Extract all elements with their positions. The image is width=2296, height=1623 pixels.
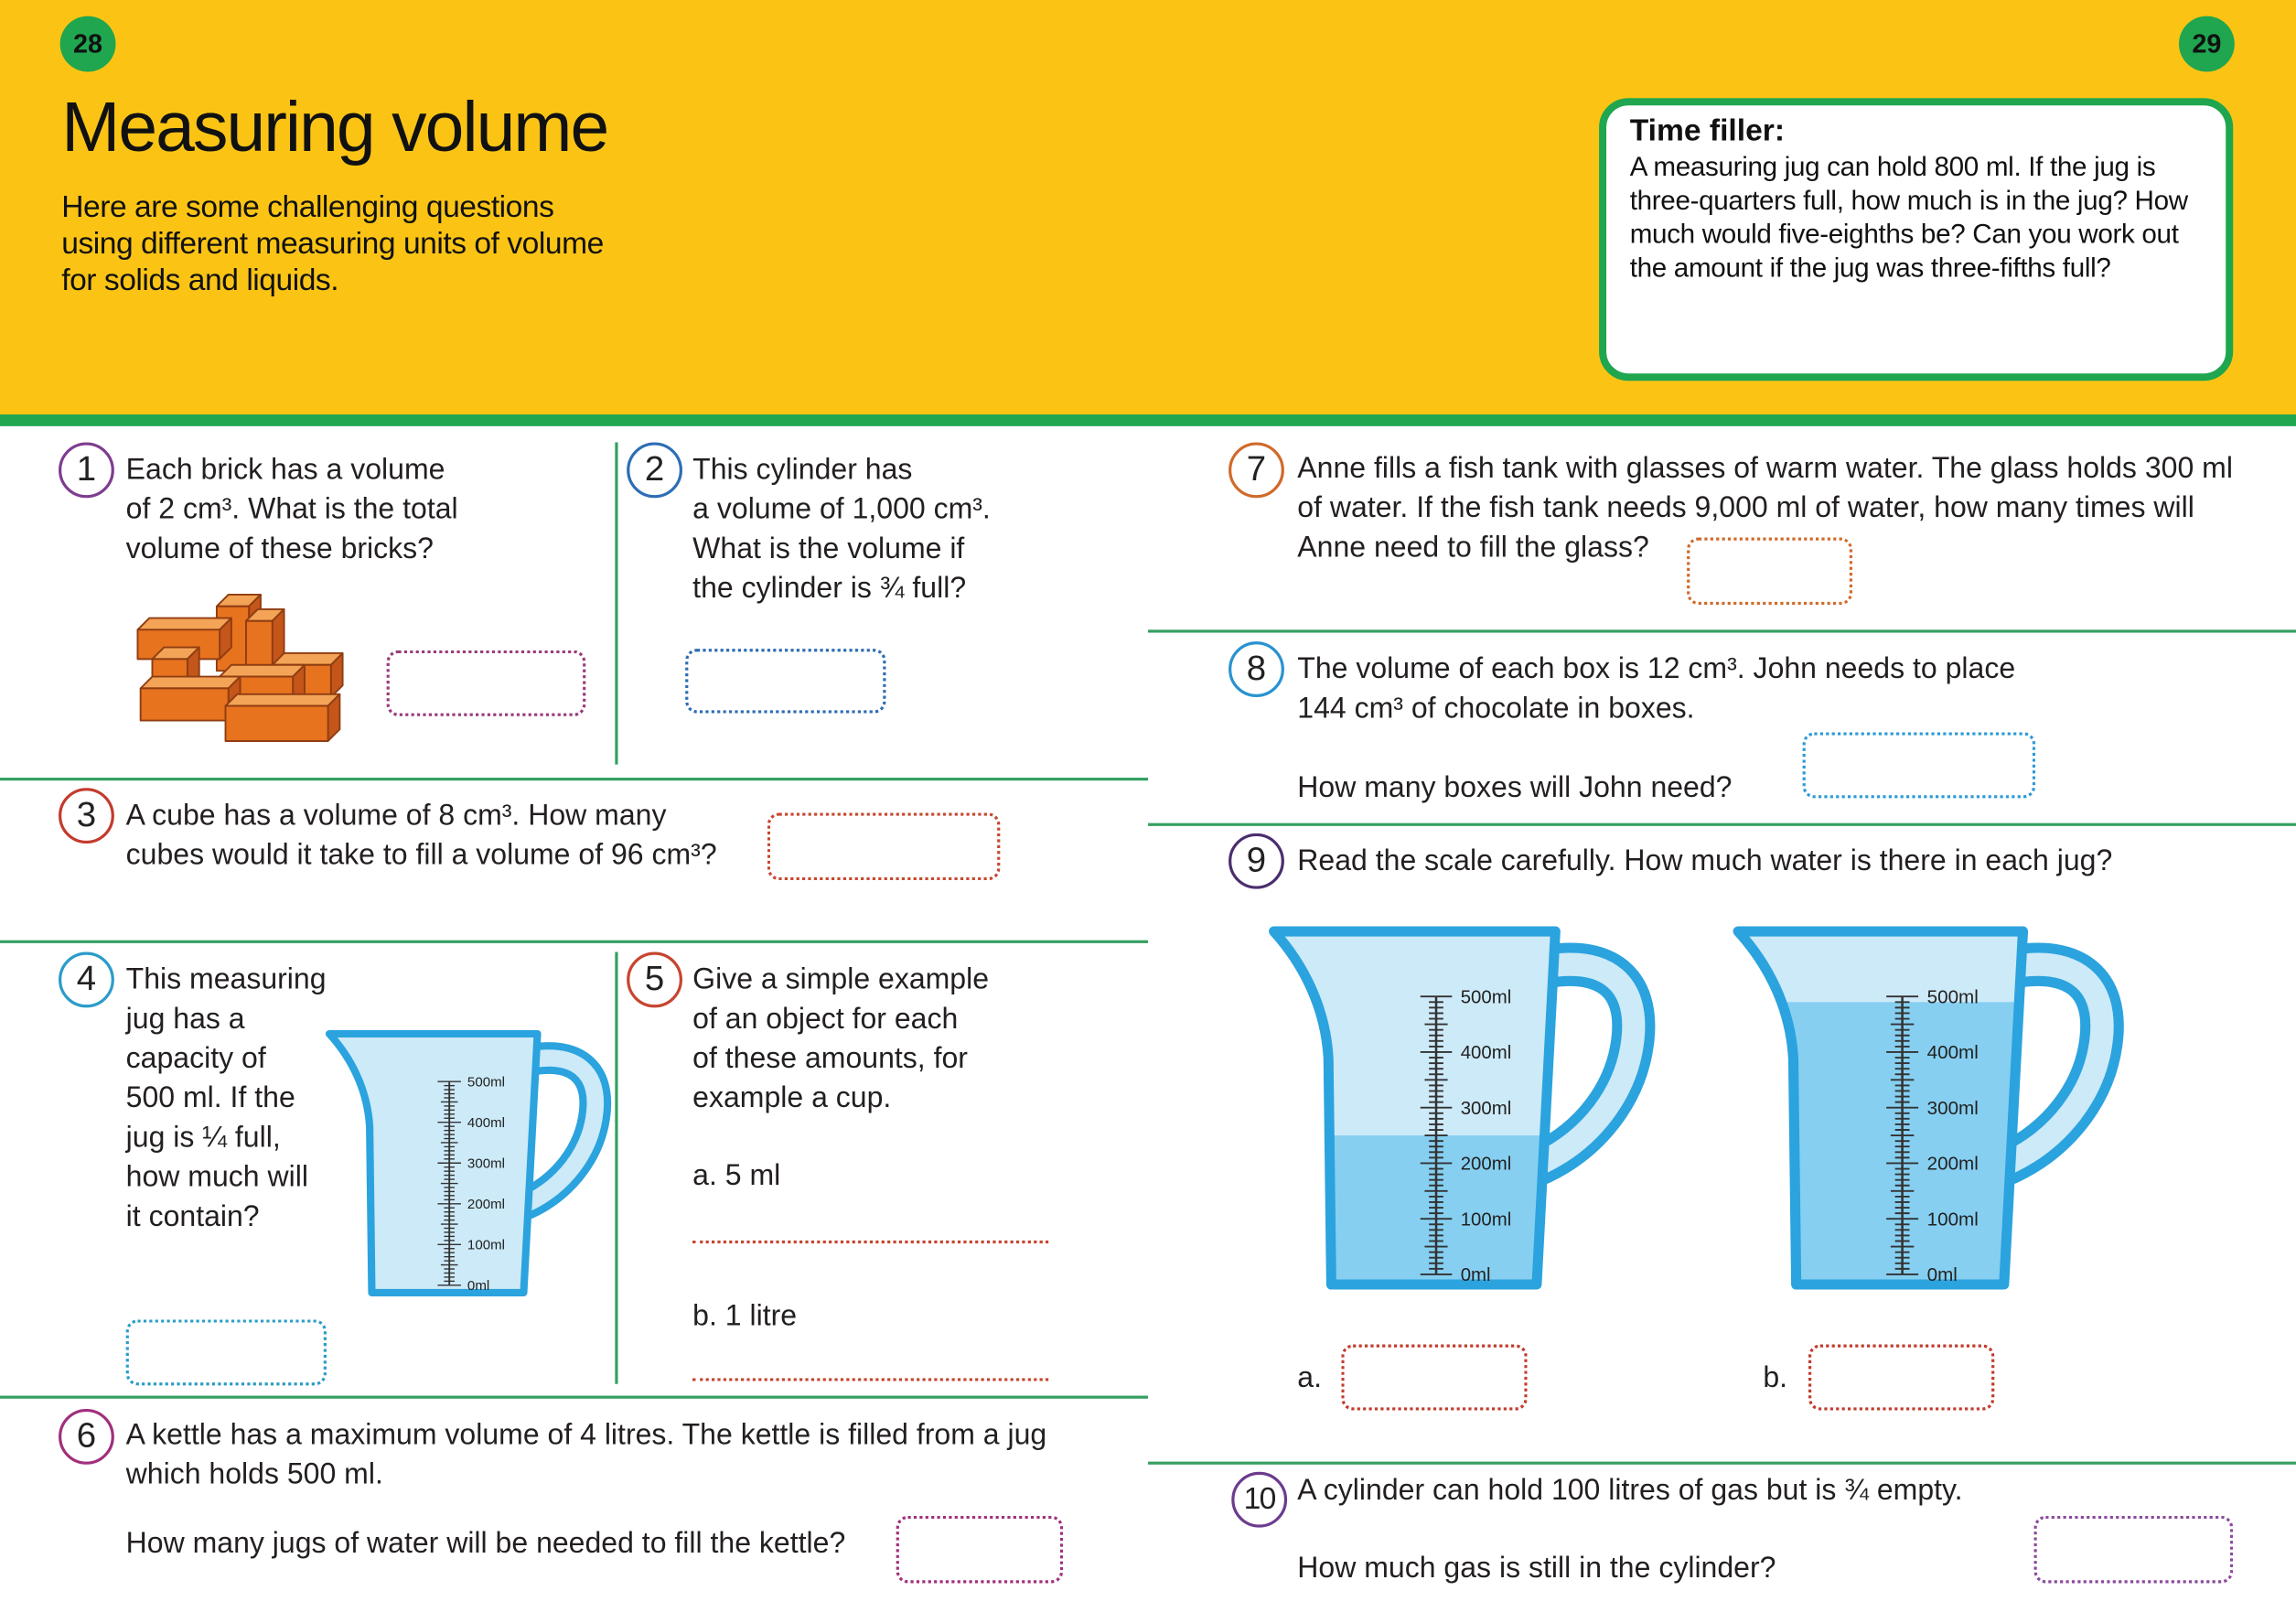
part-label: b. bbox=[692, 1300, 717, 1333]
answer-box-q4[interactable] bbox=[126, 1319, 327, 1385]
question-3-text bbox=[126, 797, 717, 876]
jug-b-label: b. bbox=[1763, 1361, 1788, 1394]
time-filler-text bbox=[1630, 149, 2188, 284]
brick-front bbox=[141, 688, 229, 720]
question-line: which holds 500 ml. bbox=[125, 1458, 383, 1491]
answer-box-q3[interactable] bbox=[767, 812, 1001, 880]
scale-label: 0ml bbox=[1460, 1263, 1491, 1286]
question-line: A cube has a volume of 8 cm³. How many bbox=[125, 800, 667, 833]
question-6-prompt: How many jugs of water will be needed to fill the kettle? bbox=[125, 1527, 846, 1560]
scale-label: 100ml bbox=[1926, 1209, 1979, 1231]
intro-line: Here are some challenging questions bbox=[61, 190, 554, 224]
question-line: This cylinder has bbox=[692, 454, 913, 487]
question-line: of an object for each bbox=[692, 1003, 959, 1036]
divider-horizontal bbox=[0, 1396, 1148, 1399]
answer-box-q9a[interactable] bbox=[1341, 1345, 1527, 1411]
question-number-4: 4 bbox=[59, 952, 114, 1008]
scale-label: 200ml bbox=[1926, 1153, 1979, 1175]
question-line: Anne need to fill the glass? bbox=[1297, 532, 1649, 564]
brick-top bbox=[220, 665, 305, 677]
write-in-line-b[interactable] bbox=[692, 1378, 1048, 1381]
divider-horizontal bbox=[0, 778, 1148, 780]
question-number-3: 3 bbox=[59, 788, 114, 844]
question-line: jug has a bbox=[125, 1003, 245, 1036]
divider-horizontal bbox=[1148, 629, 2296, 632]
answer-box-q2[interactable] bbox=[685, 649, 885, 713]
divider-horizontal bbox=[1148, 823, 2296, 826]
brick-top bbox=[137, 618, 231, 630]
page-number-right: 29 bbox=[2179, 16, 2235, 72]
question-10-prompt: How much gas is still in the cylinder? bbox=[1297, 1552, 1776, 1585]
question-line: example a cup. bbox=[692, 1081, 892, 1115]
part-amount: 1 litre bbox=[724, 1300, 798, 1333]
scale-label: 500ml bbox=[467, 1074, 506, 1091]
question-line: This measuring bbox=[125, 963, 327, 996]
scale-label: 500ml bbox=[1926, 986, 1979, 1008]
time-filler-heading: Time filler: bbox=[1629, 113, 1786, 148]
scale-label: 200ml bbox=[467, 1196, 506, 1212]
question-2-text bbox=[692, 451, 991, 609]
question-number-10: 10 bbox=[1231, 1472, 1287, 1528]
scale-label: 400ml bbox=[1926, 1042, 1979, 1064]
time-filler-line: three-quarters full, how much is in the jug? How bbox=[1629, 184, 2188, 216]
divider-horizontal bbox=[1148, 1462, 2296, 1465]
question-line: What is the volume if bbox=[692, 532, 965, 565]
question-line: Read the scale carefully. How much water is there in each jug? bbox=[1297, 844, 2113, 877]
time-filler-line: the amount if the jug was three-fifths full? bbox=[1629, 252, 2111, 283]
question-8-text bbox=[1297, 650, 2015, 729]
part-label: a. bbox=[692, 1159, 717, 1193]
measuring-jug-b bbox=[1733, 926, 2113, 1294]
question-line: jug is ¼ full, bbox=[125, 1122, 281, 1155]
scale-label: 0ml bbox=[1926, 1264, 1958, 1286]
question-line: A cylinder can hold 100 litres of gas but is ¾ empty. bbox=[1297, 1475, 1963, 1508]
answer-box-q1[interactable] bbox=[387, 650, 586, 716]
question-line: Anne fills a fish tank with glasses of warm water. The glass holds 300 ml bbox=[1297, 452, 2233, 485]
divider-vertical bbox=[615, 952, 617, 1384]
write-in-line-a[interactable] bbox=[692, 1241, 1048, 1243]
question-5-part-a bbox=[692, 1157, 780, 1197]
divider-horizontal bbox=[0, 940, 1148, 943]
scale-label: 200ml bbox=[1460, 1153, 1512, 1175]
question-10-text bbox=[1297, 1472, 1962, 1511]
question-4-text bbox=[126, 961, 327, 1238]
question-number-5: 5 bbox=[627, 952, 682, 1008]
page-title: Measuring volume bbox=[61, 89, 608, 167]
page-number-left: 28 bbox=[60, 16, 116, 72]
jug-glass bbox=[329, 1034, 538, 1293]
question-line: cubes would it take to fill a volume of 96 cm³? bbox=[125, 839, 717, 872]
answer-box-q10[interactable] bbox=[2034, 1516, 2234, 1584]
question-line: how much will bbox=[125, 1161, 308, 1194]
intro-line: using different measuring units of volume bbox=[61, 227, 604, 261]
brick bbox=[226, 694, 340, 741]
question-line: Give a simple example bbox=[692, 963, 990, 996]
measuring-jug-a bbox=[1268, 926, 1644, 1294]
question-line: it contain? bbox=[125, 1200, 260, 1233]
intro-line: for solids and liquids. bbox=[61, 263, 339, 297]
scale-label: 500ml bbox=[1460, 986, 1512, 1008]
intro-text bbox=[61, 189, 604, 299]
bricks-illustration bbox=[129, 583, 349, 747]
divider-vertical bbox=[615, 442, 617, 764]
answer-box-q7[interactable] bbox=[1687, 537, 1852, 605]
header-stripe bbox=[0, 414, 2296, 426]
brick-top bbox=[141, 677, 241, 689]
question-line: of 2 cm³. What is the total bbox=[125, 493, 458, 526]
question-number-1: 1 bbox=[59, 442, 114, 498]
question-number-8: 8 bbox=[1228, 641, 1284, 697]
scale-label: 100ml bbox=[467, 1237, 506, 1253]
question-line: A kettle has a maximum volume of 4 litres. The kettle is filled from a jug bbox=[125, 1419, 1047, 1452]
jug-a-label: a. bbox=[1297, 1361, 1323, 1394]
brick-top bbox=[226, 694, 340, 706]
question-number-9: 9 bbox=[1228, 833, 1284, 889]
scale-label: 300ml bbox=[1460, 1097, 1512, 1119]
part-amount: 5 ml bbox=[724, 1159, 781, 1193]
question-5-text bbox=[692, 961, 989, 1119]
scale-label: 0ml bbox=[467, 1278, 490, 1295]
answer-box-q9b[interactable] bbox=[1808, 1345, 1994, 1411]
question-line: capacity of bbox=[125, 1042, 266, 1075]
scale-label: 100ml bbox=[1460, 1209, 1512, 1231]
answer-box-q6[interactable] bbox=[896, 1516, 1063, 1584]
question-9-text bbox=[1297, 842, 2112, 881]
time-filler-line: much would five-eighths be? Can you work out bbox=[1629, 218, 2179, 250]
question-8-prompt: How many boxes will John need? bbox=[1297, 771, 1733, 804]
time-filler-line: A measuring jug can hold 800 ml. If the jug is bbox=[1629, 150, 2156, 182]
answer-box-q8[interactable] bbox=[1803, 732, 2036, 798]
question-number-2: 2 bbox=[627, 442, 682, 498]
question-line: The volume of each box is 12 cm³. John needs to place bbox=[1297, 652, 2016, 686]
question-line: of these amounts, for bbox=[692, 1042, 968, 1075]
question-line: volume of these bricks? bbox=[125, 532, 435, 565]
question-number-7: 7 bbox=[1228, 442, 1284, 498]
question-line: a volume of 1,000 cm³. bbox=[692, 493, 991, 526]
scale-label: 300ml bbox=[467, 1155, 506, 1172]
scale-label: 400ml bbox=[467, 1114, 506, 1131]
scale-label: 400ml bbox=[1460, 1042, 1512, 1064]
question-6-text bbox=[126, 1416, 1047, 1495]
scale-label: 300ml bbox=[1926, 1097, 1979, 1119]
question-line: 500 ml. If the bbox=[125, 1081, 295, 1115]
question-line: of water. If the fish tank needs 9,000 ml of water, how many times will bbox=[1297, 491, 2194, 525]
brick-front bbox=[226, 706, 328, 741]
measuring-jug bbox=[325, 1029, 603, 1299]
question-number-6: 6 bbox=[59, 1409, 114, 1465]
question-line: 144 cm³ of chocolate in boxes. bbox=[1297, 693, 1695, 726]
question-5-part-b bbox=[692, 1297, 797, 1337]
question-line: Each brick has a volume bbox=[125, 454, 445, 487]
question-line: the cylinder is ¾ full? bbox=[692, 572, 967, 606]
jug-water bbox=[1268, 1135, 1644, 1293]
question-1-text bbox=[126, 451, 458, 570]
